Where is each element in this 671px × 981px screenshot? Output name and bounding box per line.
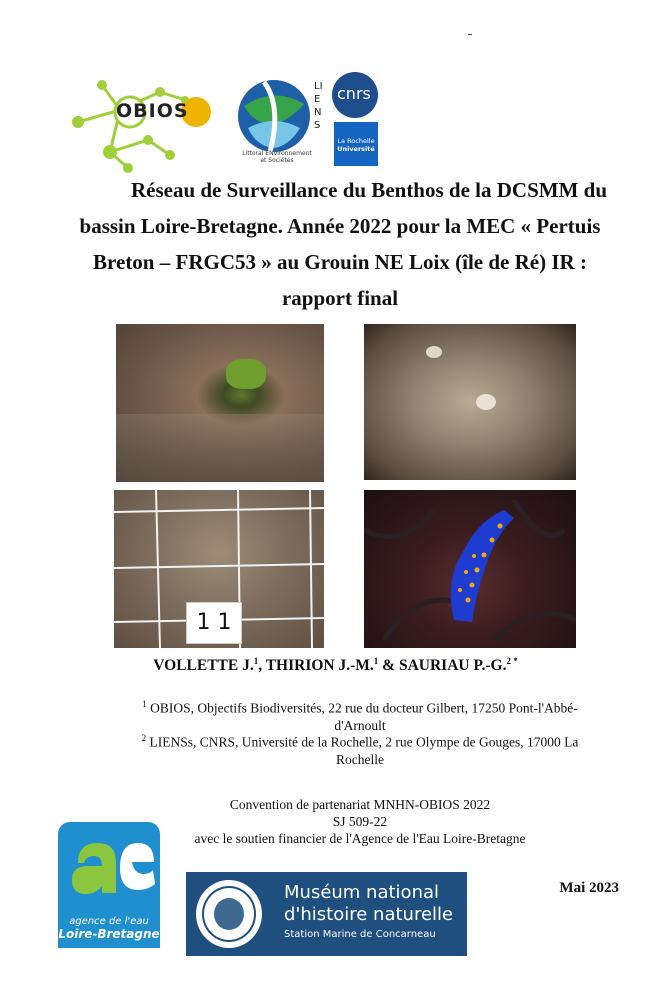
liens-logo: [232, 76, 328, 168]
la-rochelle-university-logo: La Rochelle Université: [334, 122, 378, 166]
document-title: Réseau de Surveillance du Benthos de la DCSMM du bassin Loire-Bretagne. Année 2022 pour la MEC « Pertuis Breton – FRGC53 » au Grouin NE Loix (île de Ré) IR : rapport final: [79, 178, 608, 310]
obios-logo: [70, 80, 225, 175]
liens-caption: Littoral ENvironnement et Sociétés: [242, 150, 312, 164]
cnrs-wordmark: cnrs: [337, 84, 371, 103]
photo-algae-rock: [116, 324, 324, 482]
agence-eau-logo: agence de l'eau Loire-Bretagne: [58, 822, 160, 948]
page-mark: [468, 34, 472, 35]
cnrs-logo: [332, 72, 378, 118]
affiliation-2: $^2$ LIENSs, CNRS, Université de la Rochelle, 2 rue Olympe de Gouges, 17000 La Rochelle: [141, 733, 579, 767]
museum-logo: Muséum national d'histoire naturelle Station Marine de Concarneau: [186, 872, 467, 956]
quadrat-label: 1 1: [186, 602, 242, 644]
authors-line: VOLLETTE J.$^1$, THIRION J.-M.$^1$ & SAURIAU P.-G.$^{2 *}$: [153, 656, 518, 675]
report-date: Mai 2023: [559, 880, 619, 896]
liens-vertical-text: LIENS: [314, 81, 323, 131]
photo-quadrat: [114, 490, 324, 648]
obios-wordmark: OBIOS: [116, 100, 189, 122]
affiliation-1: $^1$ OBIOS, Objectifs Biodiversités, 22 rue du docteur Gilbert, 17250 Pont-l'Abbé- d'Arnoult: [142, 699, 578, 733]
convention-block: Convention de partenariat MNHN-OBIOS 2022 SJ 509-22 avec le soutien financier de l'Agence de l'Eau Loire-Bretagne: [194, 797, 526, 846]
museum-seal-icon: [196, 880, 262, 948]
photo-sediment-shell: [364, 324, 576, 480]
photo-nudibranch: [364, 490, 576, 648]
